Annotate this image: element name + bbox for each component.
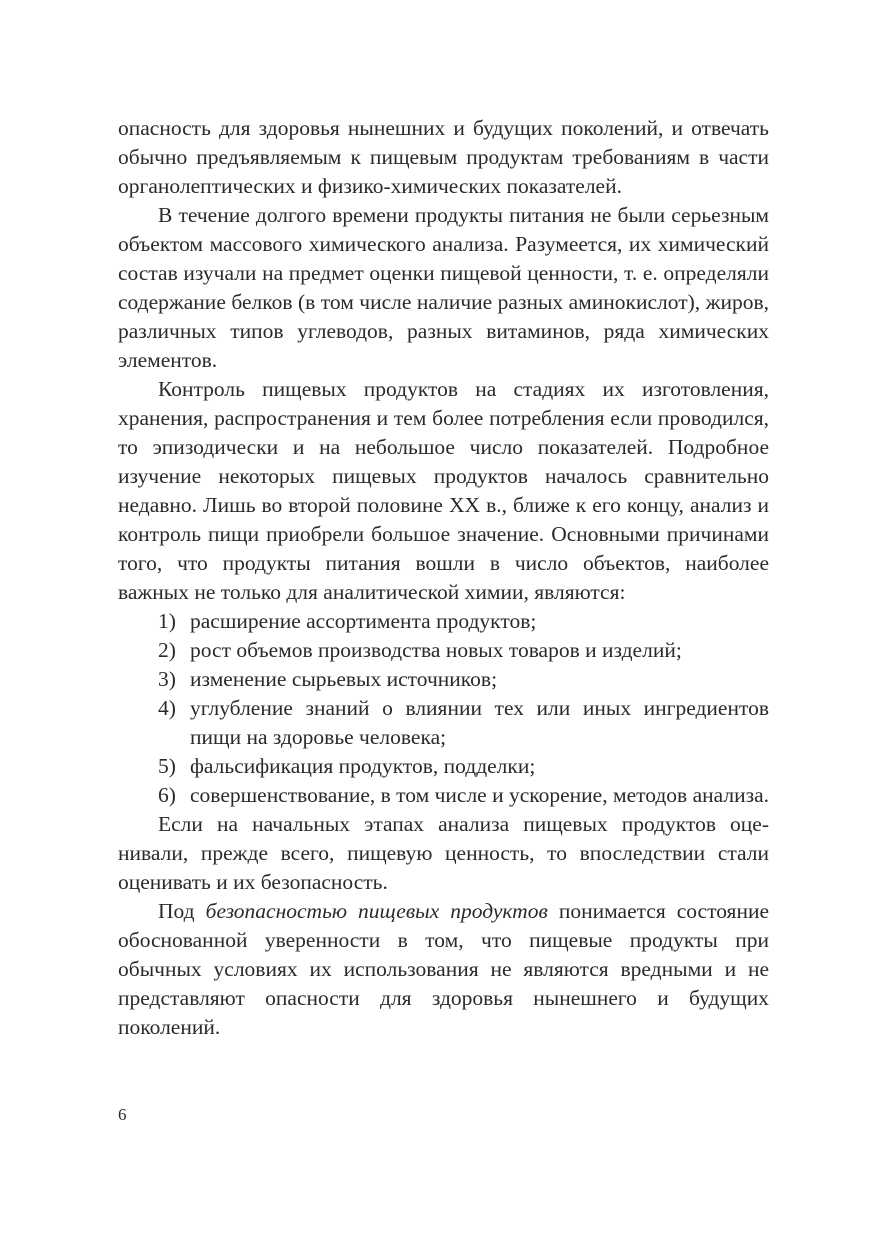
- list-item: [118, 636, 769, 665]
- list-item-number: 3): [158, 667, 176, 691]
- list-item: [118, 752, 769, 781]
- paragraph-food-analysis-history: В течение долгого времени продукты питания не были серьезным объектом массового химического анализа. Разумеется, их химический состав изучали на предмет оценки пищевой ценности, т. е. определяли содержание белков (в том числе наличие разных аминокислот), жиров, различных типов углеводов, разных витаминов, ряда химических элементов.: [118, 203, 769, 372]
- reasons-list: [118, 607, 769, 810]
- list-item-text: углубление знаний о влиянии тех или иных ингредиентов пищи на здоровье человека;: [190, 696, 769, 749]
- list-item: [118, 665, 769, 694]
- list-item-number: 4): [158, 696, 176, 720]
- list-item-text: фальсификация продуктов, подделки;: [190, 754, 536, 778]
- list-item: [118, 607, 769, 636]
- list-item-number: 2): [158, 638, 176, 662]
- definition-text: понимается состояние обоснованной уверенности в том, что пищевые продукты при обычных условиях их использования не являются вредными и не представляют опасности для здоровья нынешнего и будущих поколений.: [118, 899, 769, 1039]
- paragraph-safety-evaluation: Если на начальных этапах анализа пищевых продуктов оценивали, прежде всего, пищевую ценность, то впоследствии стали оценивать и их безопасность.: [118, 812, 769, 894]
- list-item-text: расширение ассортимента продуктов;: [190, 609, 537, 633]
- defined-term: безопасностью пищевых продуктов: [205, 899, 548, 923]
- list-item-number: 1): [158, 609, 176, 633]
- definition-prefix: Под: [158, 899, 206, 923]
- list-item: [118, 781, 769, 810]
- list-item: [118, 694, 769, 752]
- page-body: [118, 114, 769, 1042]
- paragraph-food-control: Контроль пищевых продуктов на стадиях их изготовления, хранения, распространения и тем более потребления если проводился, то эпизодически и на небольшое число показателей. Подробное изучение некоторых пищевых продуктов началось сравнительно недавно. Лишь во второй половине XX в., ближе к его концу, анализ и контроль пищи приобрели большое значение. Основными причинами того, что продукты питания вошли в число объектов, наиболее важных не только для аналитической химии, являются:: [118, 377, 769, 604]
- list-item-text: рост объемов производства новых товаров и изделий;: [190, 638, 682, 662]
- paragraph-food-safety-definition: [118, 897, 769, 1042]
- list-item-text: совершенствование, в том числе и ускорение, методов анализа.: [190, 783, 769, 807]
- paragraph-continuation: опасность для здоровья нынешних и будущих поколений, и отвечать обычно предъявляемым к пищевым продуктам требованиям в части органолептических и физико-химических показателей.: [118, 116, 769, 198]
- page-number: 6: [118, 1105, 127, 1124]
- list-item-text: изменение сырьевых источников;: [190, 667, 498, 691]
- list-item-number: 5): [158, 754, 176, 778]
- list-item-number: 6): [158, 783, 176, 807]
